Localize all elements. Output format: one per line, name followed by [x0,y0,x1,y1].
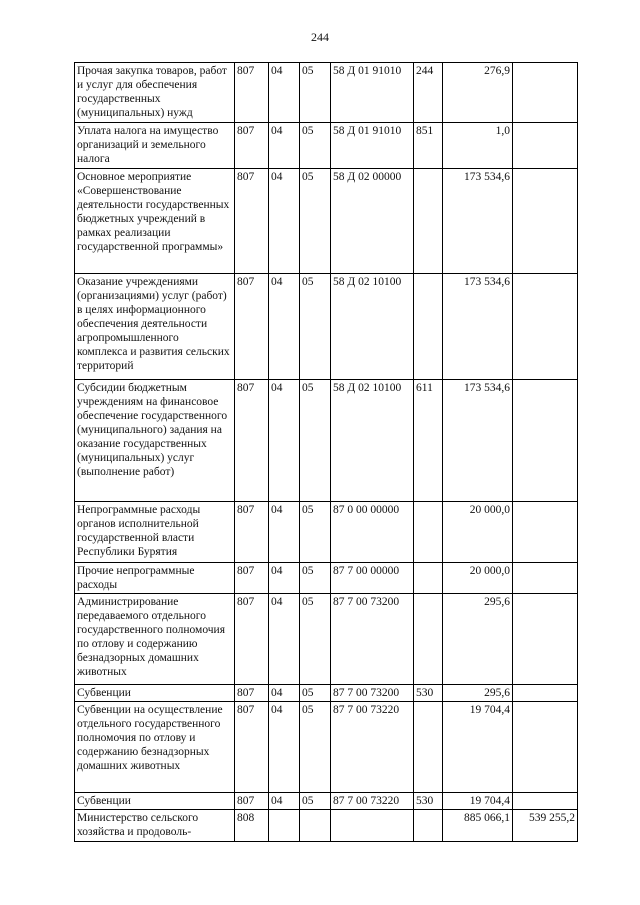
row-sum-2: 539 255,2 [513,810,578,842]
table-row [75,380,578,502]
row-ministry-code: 807 [235,123,269,169]
row-subsection: 05 [300,380,331,502]
row-target-code: 58 Д 02 10100 [331,274,414,380]
row-expense-type [414,502,443,563]
row-sum-1: 276,9 [443,63,513,123]
row-sum-2 [513,63,578,123]
row-name: Основное мероприятие «Совершенствование деятельности государственных бюджетных учреждений в рамках реализации государственной программы» [75,169,235,274]
table-row [75,702,578,793]
row-sum-2 [513,123,578,169]
row-name: Субвенции [75,685,235,702]
table-row [75,274,578,380]
table-row [75,810,578,842]
row-subsection: 05 [300,702,331,793]
row-ministry-code: 807 [235,594,269,685]
budget-table-body [75,63,578,842]
row-section [269,810,300,842]
row-section: 04 [269,123,300,169]
budget-table [74,62,578,842]
table-row [75,63,578,123]
row-ministry-code: 807 [235,380,269,502]
row-subsection: 05 [300,274,331,380]
row-name: Непрограммные расходы органов исполнительной государственной власти Республики Бурятия [75,502,235,563]
row-expense-type [414,810,443,842]
row-target-code: 58 Д 01 91010 [331,63,414,123]
row-name: Субвенции на осуществление отдельного государственного полномочия по отлову и содержанию безнадзорных домашних животных [75,702,235,793]
table-row [75,685,578,702]
row-subsection: 05 [300,123,331,169]
row-sum-2 [513,502,578,563]
row-expense-type: 851 [414,123,443,169]
row-expense-type [414,702,443,793]
row-expense-type [414,169,443,274]
row-subsection: 05 [300,169,331,274]
row-target-code: 87 7 00 73220 [331,702,414,793]
row-sum-2 [513,380,578,502]
row-sum-1: 173 534,6 [443,274,513,380]
row-section: 04 [269,63,300,123]
row-section: 04 [269,563,300,594]
row-target-code: 58 Д 02 10100 [331,380,414,502]
row-expense-type: 244 [414,63,443,123]
row-target-code: 87 0 00 00000 [331,502,414,563]
row-sum-2 [513,702,578,793]
row-section: 04 [269,793,300,810]
row-name: Субсидии бюджетным учреждениям на финансовое обеспечение государственного (муниципального) задания на оказание государственных (муниципальных) услуг (выполнение работ) [75,380,235,502]
row-target-code: 58 Д 01 91010 [331,123,414,169]
table-row [75,594,578,685]
row-subsection [300,810,331,842]
row-sum-2 [513,274,578,380]
table-row [75,563,578,594]
row-ministry-code: 807 [235,793,269,810]
row-expense-type: 530 [414,685,443,702]
row-section: 04 [269,685,300,702]
row-target-code: 87 7 00 73200 [331,685,414,702]
row-target-code: 87 7 00 73200 [331,594,414,685]
row-ministry-code: 807 [235,685,269,702]
row-sum-2 [513,169,578,274]
table-row [75,123,578,169]
row-ministry-code: 807 [235,502,269,563]
row-sum-1: 295,6 [443,685,513,702]
row-name: Прочая закупка товаров, работ и услуг для обеспечения государственных (муниципальных) нужд [75,63,235,123]
row-ministry-code: 807 [235,563,269,594]
row-sum-1: 1,0 [443,123,513,169]
row-subsection: 05 [300,685,331,702]
row-ministry-code: 807 [235,63,269,123]
row-target-code: 87 7 00 73220 [331,793,414,810]
row-target-code: 58 Д 02 00000 [331,169,414,274]
row-name: Администрирование передаваемого отдельного государственного полномочия по отлову и содержанию безнадзорных домашних животных [75,594,235,685]
row-name: Оказание учреждениями (организациями) услуг (работ) в целях информационного обеспечения деятельности агропромышленного комплекса и развития сельских территорий [75,274,235,380]
row-expense-type: 530 [414,793,443,810]
row-sum-2 [513,563,578,594]
row-sum-1: 19 704,4 [443,793,513,810]
row-section: 04 [269,169,300,274]
row-ministry-code: 807 [235,274,269,380]
row-target-code [331,810,414,842]
row-sum-1: 173 534,6 [443,380,513,502]
row-sum-1: 20 000,0 [443,502,513,563]
row-section: 04 [269,274,300,380]
row-sum-1: 885 066,1 [443,810,513,842]
row-ministry-code: 807 [235,169,269,274]
row-name: Уплата налога на имущество организаций и земельного налога [75,123,235,169]
row-sum-1: 173 534,6 [443,169,513,274]
row-subsection: 05 [300,594,331,685]
row-ministry-code: 807 [235,702,269,793]
row-sum-2 [513,793,578,810]
row-sum-2 [513,685,578,702]
row-section: 04 [269,380,300,502]
row-section: 04 [269,502,300,563]
row-name: Прочие непрограммные расходы [75,563,235,594]
row-subsection: 05 [300,63,331,123]
table-row [75,502,578,563]
row-expense-type [414,563,443,594]
table-row [75,793,578,810]
row-expense-type [414,274,443,380]
row-name: Субвенции [75,793,235,810]
row-sum-2 [513,594,578,685]
row-subsection: 05 [300,502,331,563]
row-expense-type [414,594,443,685]
row-sum-1: 20 000,0 [443,563,513,594]
row-name: Министерство сельского хозяйства и продоволь- [75,810,235,842]
table-row [75,169,578,274]
row-subsection: 05 [300,793,331,810]
row-expense-type: 611 [414,380,443,502]
row-section: 04 [269,594,300,685]
row-sum-1: 295,6 [443,594,513,685]
page-number: 244 [311,30,329,44]
row-ministry-code: 808 [235,810,269,842]
row-target-code: 87 7 00 00000 [331,563,414,594]
row-subsection: 05 [300,563,331,594]
row-sum-1: 19 704,4 [443,702,513,793]
row-section: 04 [269,702,300,793]
